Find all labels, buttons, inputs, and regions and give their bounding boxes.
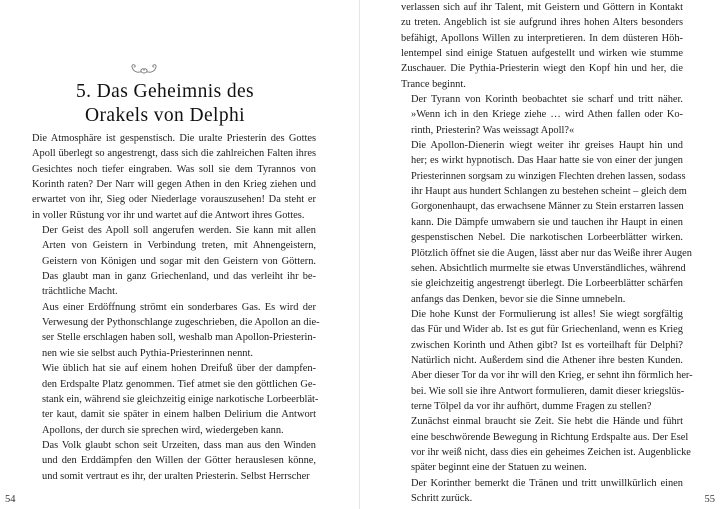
text-line: her; es wirkt hypnotisch. Das Haar hatte sie von einer der jungen <box>411 155 683 167</box>
text-line: Wie üblich hat sie auf einem hohen Dreifuß über der dampfen- <box>42 363 316 375</box>
paragraph <box>32 361 319 438</box>
text-line: ser Stelle erschlagen haben soll, weshalb man Apollon-Priesterin- <box>42 332 316 344</box>
text-line: Arten von Geistern in Verbindung treten, mit Ahnengeistern, <box>42 240 316 252</box>
text-line: vor ihr weiß nicht, dass dies ein geheimes Zeichen ist. Augenblicke <box>411 446 691 458</box>
text-line: später beginnt eine der Statuen zu weinen. <box>411 462 587 474</box>
text-line: gespenstischen Nebel. Die narkotischen Lorbeerblätter wirken. <box>411 232 683 244</box>
text-line: ter kaut, damit sie später in einem halben Delirium die Antwort <box>42 409 316 421</box>
text-line: Korinth raten? Der Narr will gegen Athen in den Krieg ziehen und <box>32 179 316 191</box>
text-line: zu treten. Angeblich ist sie aufgrund ihres hohen Alters besonders <box>401 17 683 29</box>
text-line: verlassen sich auf ihr Talent, mit Geistern und Göttern in Kontakt <box>401 2 683 13</box>
text-line: sehen. Absichtlich murmelte sie etwas Unverständliches, während <box>411 262 686 274</box>
text-line: stank ein, während sie gleichzeitig einige narkotische Lorbeerblät- <box>42 393 319 405</box>
ornament-icon <box>128 62 160 76</box>
text-line: und den Erddämpfen den Willen der Götter herauslesen könne, <box>42 455 316 467</box>
right-page <box>360 0 720 509</box>
text-line: befähigt, Apollons Willen zu interpretieren. In dem düsteren Höh- <box>401 32 683 44</box>
text-line: terne Tölpel da vor ihr aufhört, dumme Fragen zu stellen? <box>411 400 652 412</box>
text-line: Priesterinnen sorgsam zu winzigen Flechten drehen lassen, sodass <box>411 170 686 182</box>
text-line: Zunächst einmal braucht sie Zeit. Sie hebt die Hände und führt <box>411 416 683 428</box>
paragraph <box>32 131 316 223</box>
text-line: bei. Wie soll sie ihre Antwort formulieren, damit dieser kriegslüs- <box>411 385 685 397</box>
text-line: Geistern von Königen und sogar mit den Geistern von Göttern. <box>42 255 316 267</box>
text-line: den Erdspalte Platz genommen. Tief atmet sie den göttlichen Ge- <box>42 378 316 390</box>
text-line: erwartet von ihr, Sieg oder Niederlage vorauszusehen! Da steht er <box>32 194 316 206</box>
text-line: lentempel sind einige Statuen aufgestellt und wirken wie stumme <box>401 48 683 60</box>
paragraph <box>32 438 316 484</box>
text-line: Die hohe Kunst der Formulierung ist alles! Sie wiegt sorgfältig <box>411 308 683 320</box>
paragraph <box>401 476 683 507</box>
paragraph <box>32 300 320 361</box>
text-line: Verwesung der Pythonschlange zugeschrieben, die Apollon an die- <box>42 317 320 329</box>
paragraph <box>401 0 683 92</box>
text-line: Apollons, der durch sie sprechen wird, wiedergeben kann. <box>42 424 284 436</box>
text-line: »Wenn ich in den Kriege ziehe … wird Athen fallen oder Ko- <box>411 109 683 121</box>
text-line: Trance beginnt. <box>401 78 466 90</box>
text-line: ihr Haupt aus hundert Schlangen zu bestehen scheint – gleich dem <box>411 186 687 198</box>
text-line: nen wie sie selbst auch Pythia-Priesterinnen nennt. <box>42 347 253 359</box>
chapter-title <box>40 80 290 128</box>
right-page-body <box>401 0 693 506</box>
text-line: zwischen Korinth und Athen gibt? Ist es vorteilhaft für Delphi? <box>411 339 683 351</box>
paragraph <box>401 138 692 307</box>
text-line: rinth, Priesterin? Was weissagt Apoll?« <box>411 124 575 136</box>
text-line: Das Volk glaubt schon seit Urzeiten, dass man aus den Winden <box>42 439 316 451</box>
text-line: Der Geist des Apoll soll angerufen werden. Sie kann mit allen <box>42 225 316 237</box>
paragraph <box>401 307 693 414</box>
text-line: Gesichtes noch tiefer eingraben. Was soll sie dem Tyrannos von <box>32 163 316 175</box>
text-line: Gorgonenhaupt, das erwachsene Männer zu Stein erstarren lassen <box>411 201 684 213</box>
text-line: Plötzlich öffnet sie die Augen, lässt aber nur das Weiße ihrer Augen <box>411 247 692 259</box>
text-line: das Für und Wider ab. Ist es gut für Griechenland, wenn es Krieg <box>411 324 683 336</box>
text-line: sie gleichzeitig angestrengt überlegt. Die Lorbeerblätter schärfen <box>411 278 683 290</box>
text-line: Apoll überlegt so angestrengt, dass sich die zahlreichen Falten ihres <box>32 148 316 160</box>
text-line: Der Tyrann von Korinth beobachtet sie scharf und tritt näher. <box>411 94 683 106</box>
text-line: Schritt zurück. <box>411 493 473 504</box>
text-line: Aus einer Erdöffnung strömt ein sonderbares Gas. Es wird der <box>42 301 316 313</box>
text-line: Die Atmosphäre ist gespenstisch. Die uralte Priesterin des Gottes <box>32 133 316 144</box>
text-line: in voller Rüstung vor ihr und wartet auf die Antwort ihres Gottes. <box>32 209 305 221</box>
paragraph <box>32 223 316 300</box>
text-line: Natürlich nicht. Außerdem sind die Athener ihre besten Kunden. <box>411 354 683 366</box>
page-number-right: 55 <box>704 494 715 505</box>
text-line: anfangs das Denken, bevor sie die Sinne umnebeln. <box>411 293 626 305</box>
text-line: Zuschauer. Die Pythia-Priesterin wiegt den Kopf hin und her, die <box>401 63 683 75</box>
chapter-title-line-2: Orakels von Delphi <box>85 105 245 126</box>
page-number-left: 54 <box>5 494 16 505</box>
chapter-title-line-1: 5. Das Geheimnis des <box>75 81 255 102</box>
left-page-body <box>32 131 320 484</box>
paragraph <box>401 92 683 138</box>
text-line: Die Apollon-Dienerin wiegt weiter ihr greises Haupt hin und <box>411 140 683 152</box>
text-line: eine beschwörende Bewegung in Richtung Erdspalte aus. Der Esel <box>411 431 689 443</box>
text-line: trächtliche Macht. <box>42 286 118 298</box>
text-line: Aber dieser Tor da vor ihr will den Krieg, er sehnt ihn förmlich her- <box>411 370 693 382</box>
text-line: kann. Die Dämpfe umwabern sie und tauchen ihr Haupt in einen <box>411 216 683 228</box>
text-line: Das glaubt man in ganz Griechenland, und das verleiht ihr be- <box>42 271 316 283</box>
text-line: und somit vertraut es ihr, der uralten Priesterin. Selbst Herrscher <box>42 470 310 482</box>
paragraph <box>401 414 691 475</box>
text-line: Der Korinther bemerkt die Tränen und tritt unwillkürlich einen <box>411 477 683 489</box>
